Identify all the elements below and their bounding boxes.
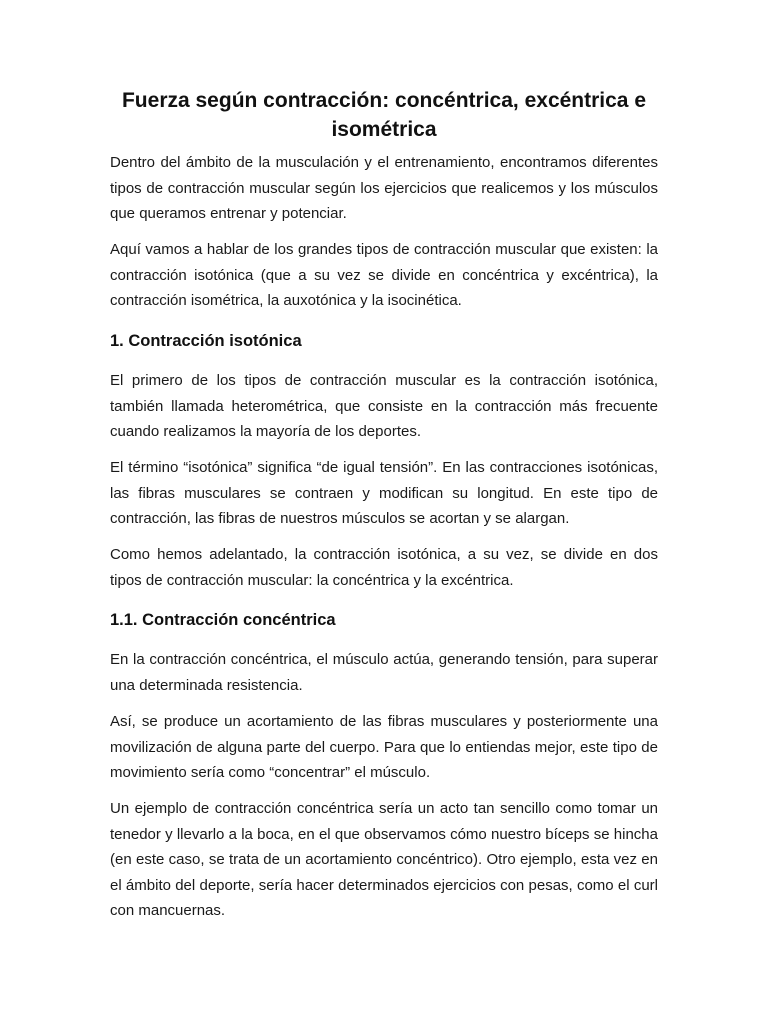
concentrica-paragraph-1: En la contracción concéntrica, el músculo actúa, generando tensión, para superar una determinada resistencia. xyxy=(110,651,658,694)
concentrica-paragraph-2: Así, se produce un acortamiento de las fibras musculares y posteriormente una movilización de alguna parte del cuerpo. Para que lo entiendas mejor, este tipo de movimiento sería como “concentrar” el músculo. xyxy=(110,713,658,781)
isotonica-paragraph-2: El término “isotónica” significa “de igual tensión”. En las contracciones isotónicas, las fibras musculares se contraen y modifican su longitud. En este tipo de contracción, las fibras de nuestros músculos se acortan y se alargan. xyxy=(110,459,658,527)
section-heading-isotonica: 1. Contracción isotónica xyxy=(110,332,302,350)
isotonica-paragraph-3: Como hemos adelantado, la contracción isotónica, a su vez, se divide en dos tipos de contracción muscular: la concéntrica y la excéntrica. xyxy=(110,546,658,589)
section-heading-concentrica: 1.1. Contracción concéntrica xyxy=(110,611,336,629)
intro-paragraph-2: Aquí vamos a hablar de los grandes tipos de contracción muscular que existen: la contracción isotónica (que a su vez se divide en concéntrica y excéntrica), la contracción isométrica, la auxotónica y la isocinética. xyxy=(110,241,658,309)
concentrica-paragraph-3: Un ejemplo de contracción concéntrica sería un acto tan sencillo como tomar un tenedor y llevarlo a la boca, en el que observamos cómo nuestro bíceps se hincha (en este caso, se trata de un acortamiento concéntrico). Otro ejemplo, esta vez en el ámbito del deporte, sería hacer determinados ejercicios con pesas, como el curl con mancuernas. xyxy=(110,800,658,919)
intro-paragraph-1: Dentro del ámbito de la musculación y el entrenamiento, encontramos diferentes tipos de contracción muscular según los ejercicios que realicemos y los músculos que queramos entrenar y potenciar. xyxy=(110,154,658,222)
isotonica-paragraph-1: El primero de los tipos de contracción muscular es la contracción isotónica, también llamada heterométrica, que consiste en la contracción más frecuente cuando realizamos la mayoría de los deportes. xyxy=(110,372,658,440)
document-title: Fuerza según contracción: concéntrica, excéntrica e isométrica xyxy=(121,89,646,141)
